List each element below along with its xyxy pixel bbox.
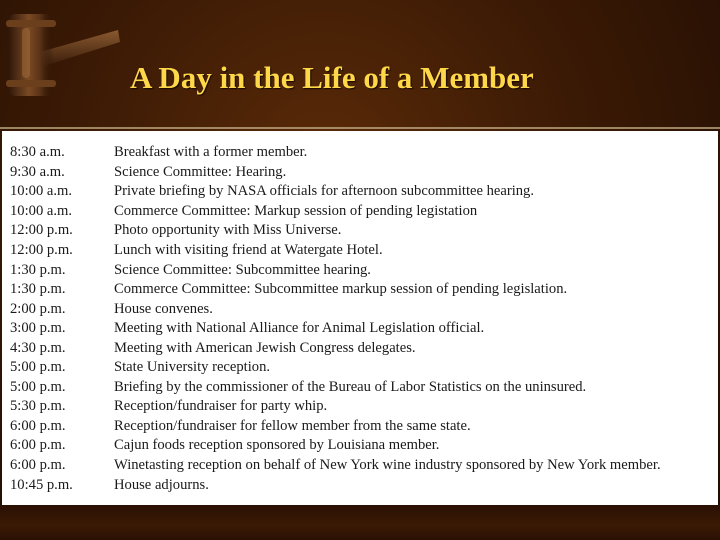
schedule-event: Photo opportunity with Miss Universe. xyxy=(114,222,342,239)
schedule-time: 6:00 p.m. xyxy=(10,457,66,474)
schedule-event: Cajun foods reception sponsored by Louisiana member. xyxy=(114,437,440,454)
slide-title: A Day in the Life of a Member xyxy=(130,60,534,95)
schedule-event: House convenes. xyxy=(114,300,213,317)
schedule-time: 10:00 a.m. xyxy=(10,183,73,200)
schedule-event: Commerce Committee: Subcommittee markup session of pending legislation. xyxy=(114,281,568,298)
schedule-row xyxy=(10,221,710,241)
schedule-event: Winetasting reception on behalf of New York wine industry sponsored by New York member. xyxy=(114,457,661,474)
schedule-time: 5:00 p.m. xyxy=(10,359,66,376)
schedule-panel xyxy=(2,131,718,505)
schedule-time: 12:00 p.m. xyxy=(10,222,73,239)
schedule-time: 12:00 p.m. xyxy=(10,242,73,258)
schedule-time: 1:30 p.m. xyxy=(10,281,66,298)
schedule-row xyxy=(10,436,710,456)
schedule-row xyxy=(10,417,710,437)
schedule-list xyxy=(10,143,710,495)
schedule-time: 5:30 p.m. xyxy=(10,398,66,415)
schedule-time: 6:00 p.m. xyxy=(10,417,66,434)
schedule-row xyxy=(10,456,710,476)
schedule-time: 10:45 p.m. xyxy=(10,476,73,493)
gavel-icon xyxy=(0,0,120,120)
schedule-time: 5:00 p.m. xyxy=(10,378,66,395)
schedule-time: 1:30 p.m. xyxy=(10,261,66,278)
schedule-time: 6:00 p.m. xyxy=(10,437,66,454)
schedule-event: Meeting with American Jewish Congress delegates. xyxy=(114,339,416,356)
schedule-event: Breakfast with a former member. xyxy=(114,144,308,161)
schedule-event: Science Committee: Subcommittee hearing. xyxy=(114,261,371,278)
schedule-row xyxy=(10,163,710,183)
schedule-event: House adjourns. xyxy=(114,476,209,493)
schedule-event: State University reception. xyxy=(114,359,271,376)
schedule-time: 8:30 a.m. xyxy=(10,144,65,161)
title-divider xyxy=(0,127,720,129)
schedule-row xyxy=(10,319,710,339)
schedule-event: Meeting with National Alliance for Animal Legislation official. xyxy=(114,320,485,337)
schedule-row xyxy=(10,202,710,222)
schedule-event: Briefing by the commissioner of the Bureau of Labor Statistics on the uninsured. xyxy=(114,378,587,395)
schedule-row xyxy=(10,143,710,163)
schedule-row xyxy=(10,182,710,202)
schedule-row xyxy=(10,378,710,398)
schedule-event: Reception/fundraiser for party whip. xyxy=(114,398,328,415)
schedule-event: Private briefing by NASA officials for afternoon subcommittee hearing. xyxy=(114,183,535,200)
schedule-row xyxy=(10,299,710,319)
schedule-event: Commerce Committee: Markup session of pending legistation xyxy=(114,202,478,219)
schedule-row xyxy=(10,241,710,261)
schedule-row xyxy=(10,397,710,417)
schedule-row xyxy=(10,280,710,300)
schedule-time: 3:00 p.m. xyxy=(10,320,66,337)
schedule-event: Reception/fundraiser for fellow member from the same state. xyxy=(114,417,471,434)
schedule-time: 9:30 a.m. xyxy=(10,163,65,180)
schedule-time: 10:00 a.m. xyxy=(10,202,73,219)
schedule-time: 4:30 p.m. xyxy=(10,339,66,356)
bottom-band xyxy=(0,505,720,540)
schedule-row xyxy=(10,475,710,495)
schedule-event: Lunch with visiting friend at Watergate Hotel. xyxy=(114,242,383,258)
schedule-row xyxy=(10,260,710,280)
schedule-row xyxy=(10,338,710,358)
schedule-event: Science Committee: Hearing. xyxy=(114,163,287,180)
schedule-time: 2:00 p.m. xyxy=(10,300,66,317)
schedule-row xyxy=(10,358,710,378)
